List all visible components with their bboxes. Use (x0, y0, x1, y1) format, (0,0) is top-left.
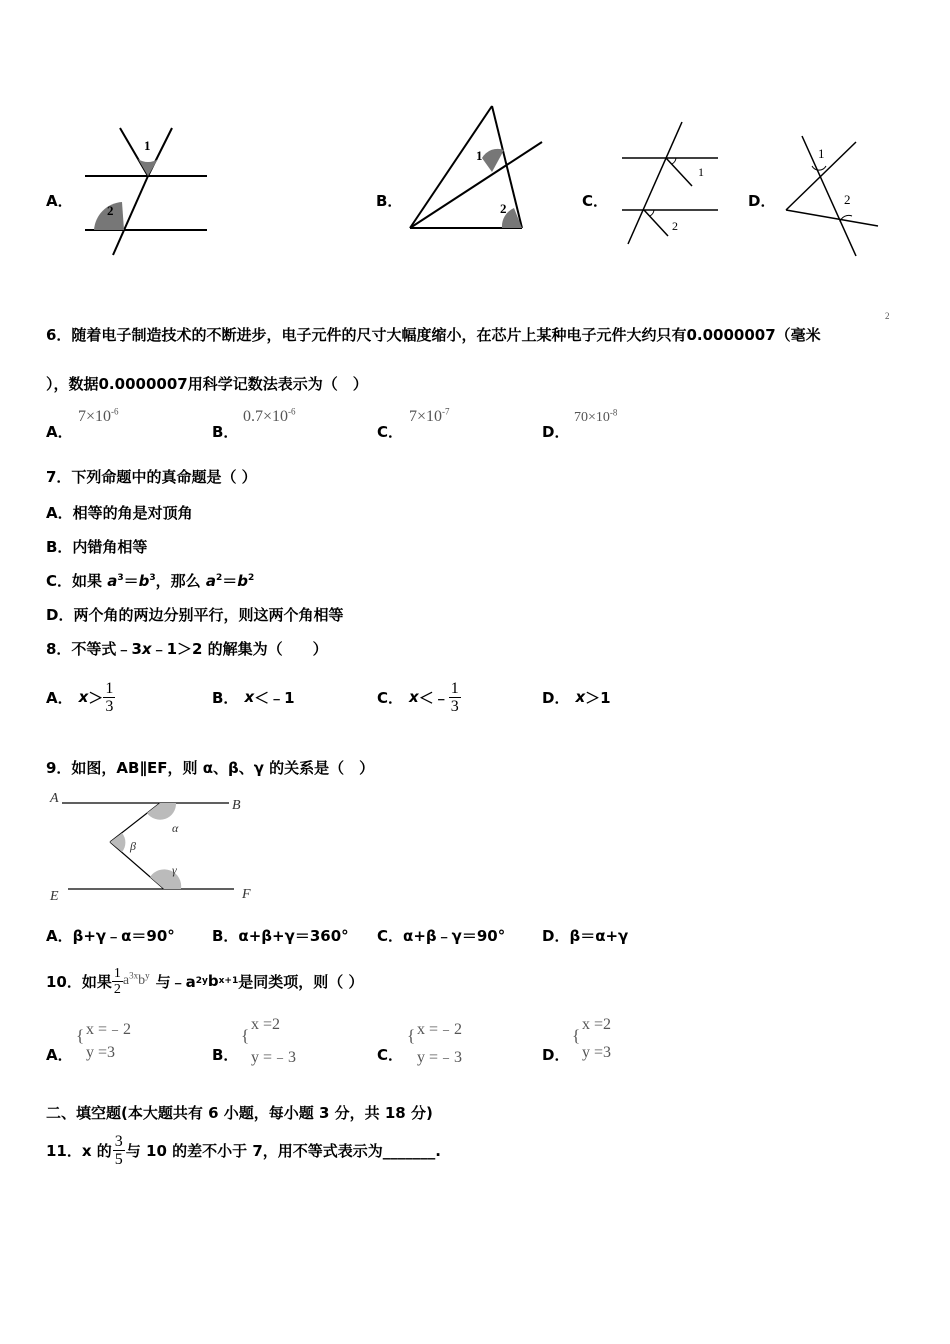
q9-label-F: F (242, 887, 251, 902)
q7-option-b: B．内错角相等 (46, 538, 148, 556)
section-2-heading: 二、填空题(本大题共有 6 小题，每小题 3 分，共 18 分) (46, 1104, 433, 1122)
q9-label-E: E (50, 889, 59, 904)
q6-option-b-label: B． (212, 423, 239, 441)
q9-option-c: C．α+β﹣γ＝90° (377, 927, 506, 945)
q10-option-b-system: { x =2 y =﹣3 (241, 1016, 297, 1066)
q5-figure-c (618, 118, 723, 248)
q10-option-d-label: D． (542, 1046, 570, 1064)
q8-option-d: D． x ＞1 (542, 688, 611, 707)
q5-option-b-label: B． (376, 192, 403, 210)
q5-option-c-label: C． (582, 192, 609, 210)
q5-d-label-1: 1 (818, 146, 825, 161)
q5-d-label-2: 2 (844, 192, 851, 207)
q5-b-label-1: 1 (476, 148, 483, 163)
q9-option-a: A．β+γ﹣α＝90° (46, 927, 175, 945)
q7-stem: 7．下列命题中的真命题是（ ） (46, 468, 257, 486)
q10-stem: 10．如果 $\frac{1}{2}$ $a^{3x}b^y$ 与﹣a 2y b x+1 是同类项，则（ ） (46, 965, 364, 997)
q8-option-a-fraction: $\frac{1}{3}$ (105, 679, 114, 715)
q5-b-label-2: 2 (500, 201, 507, 216)
q10-option-b-label: B． (212, 1046, 239, 1064)
q9-label-B: B (232, 798, 241, 813)
q5-figure-b (400, 100, 550, 235)
q6-option-a-label: A． (46, 423, 73, 441)
q5-c-label-2: 2 (672, 219, 678, 233)
q8-option-a: A． x ＞ $\frac{1}{3}$ (46, 679, 114, 715)
q6-option-d-label: D． (542, 423, 570, 441)
q8-stem: 8．不等式﹣3x﹣1＞2 的解集为（ ） (46, 640, 328, 658)
q9-label-A: A (50, 791, 59, 806)
q5-a-label-1: 1 (144, 138, 151, 153)
q6-option-a: $7\times 10^{-6}$ (78, 406, 119, 425)
q6-option-b: $0.7\times 10^{-6}$ (243, 406, 296, 425)
q5-option-d-label: D． (748, 192, 776, 210)
q6-option-d: $70\times 10^{-8}$ (574, 407, 618, 425)
q9-option-d: D．β＝α+γ (542, 927, 629, 945)
q5-a-label-2: 2 (107, 203, 114, 218)
q5-c-label-1: 1 (698, 165, 704, 179)
q6-stem-line2: ），数据0.0000007用科学记数法表示为（ ） (46, 375, 368, 393)
q10-option-c-label: C． (377, 1046, 404, 1064)
q9-label-beta: β (130, 839, 136, 853)
q8-option-c-fraction: $\frac{1}{3}$ (450, 679, 459, 715)
q10-option-c-system: { x =﹣2 y =﹣3 (407, 1021, 463, 1066)
q9-option-b: B．α+β+γ＝360° (212, 927, 349, 945)
q9-label-gamma: γ (172, 863, 177, 877)
q8-option-c: C． x ＜﹣ $\frac{1}{3}$ (377, 679, 459, 715)
q6-option-c: $7\times 10^{-7}$ (409, 406, 450, 425)
q10-fraction: $\frac{1}{2}$ (113, 965, 121, 997)
q7-option-c: C．如果 $a^3=b^3$，那么 $a^2=b^2$ (46, 572, 255, 590)
q7-option-a: A．相等的角是对顶角 (46, 504, 193, 522)
q5-figure-d (780, 130, 890, 260)
q5-option-a-label: A． (46, 192, 73, 210)
q11-stem: 11．x 的 $\frac{3}{5}$ 与 10 的差不小于 7，用不等式表示为_______. (46, 1132, 441, 1168)
q9-figure (44, 788, 264, 908)
q6-stem-line1: 6．随着电子制造技术的不断进步，电子元件的尺寸大幅度缩小，在芯片上某种电子元件大约只有0.0000007（毫米 (46, 326, 821, 344)
q10-option-a-system: { x =﹣2 y =3 (76, 1021, 132, 1061)
q10-option-d-system: { x =2 y =3 (572, 1016, 612, 1061)
q6-option-c-label: C． (377, 423, 404, 441)
q9-label-alpha: α (172, 821, 179, 835)
q9-stem: 9．如图，AB∥EF，则 α、β、γ 的关系是（ ） (46, 759, 375, 777)
q6-superscript-2: 2 (885, 311, 890, 321)
q7-option-d: D．两个角的两边分别平行，则这两个角相等 (46, 606, 344, 624)
q8-option-b: B． x ＜﹣1 (212, 688, 295, 707)
q10-option-a-label: A． (46, 1046, 73, 1064)
q11-fraction: $\frac{3}{5}$ (114, 1132, 123, 1168)
q5-figure-a (80, 120, 215, 260)
